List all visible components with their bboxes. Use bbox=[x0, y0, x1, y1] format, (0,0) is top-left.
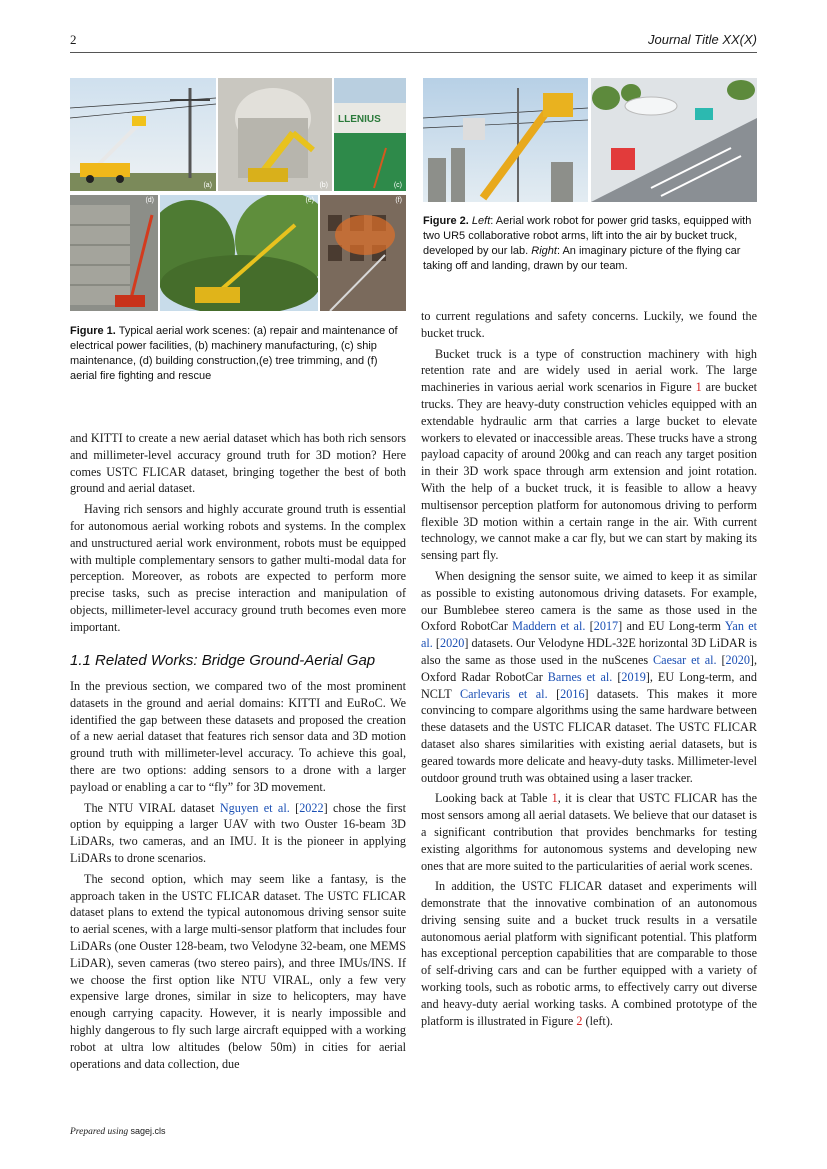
machinery-manufacturing-image bbox=[218, 78, 332, 191]
footer-file: sagej.cls bbox=[130, 1126, 166, 1136]
citation-year-link[interactable]: 2022 bbox=[299, 800, 324, 815]
figure1-caption-label: Figure 1. bbox=[70, 325, 116, 337]
page-number: 2 bbox=[70, 32, 77, 47]
figure2-caption-label: Figure 2. bbox=[423, 215, 469, 227]
left-column-top bbox=[70, 430, 406, 636]
citation-link[interactable]: Yan et al. bbox=[421, 619, 758, 651]
figure1-panel-f bbox=[320, 195, 406, 311]
left-column-bottom bbox=[70, 678, 406, 1072]
power-line-repair-image bbox=[70, 78, 216, 191]
citation-year-link[interactable]: 2017 bbox=[593, 619, 619, 634]
table-ref-link[interactable]: 1 bbox=[551, 791, 558, 806]
figure1-panel-a bbox=[70, 78, 216, 191]
figure2-right bbox=[591, 78, 757, 202]
paragraph: The NTU VIRAL dataset Nguyen et al. [2022] chose the first option by equipping a larger UAV with two Ouster 16-beam 3D LiDARs, two cameras, and an IMU. It is the pioneer in applying LiDARs to drone scenarios. bbox=[70, 800, 406, 865]
paragraph: In addition, the USTC FLICAR dataset and experiments will demonstrate that the innovative combination of an autonomous driving sensing suite and a bucket truck results in a versatile autonomous aerial platform with significant potential. This platform has exceptional perception capabilities that are comparable to those of self-driving cars and can be further equipped with a variety of working tools, such as robotic arms, to effectively carry out diverse and heavy-duty aerial working tasks. A combined prototype of the platform is illustrated in Figure 2 (left). bbox=[421, 879, 757, 1028]
panel-label-c: (c) bbox=[393, 182, 402, 189]
paragraph: In the previous section, we compared two of the most prominent datasets in the ground and aerial domains: KITTI and EuRoC. We identified the gap between these datasets and proposed the creation of a new aerial dataset that features rich sensor data and 3D motion ground truth with millimeter-level accuracy. To achieve this goal, there are two options: adding sensors to a drone with a larger payload or enabling a car to “fly” for 3D movement. bbox=[70, 679, 406, 794]
paragraph: The second option, which may seem like a fantasy, is the approach taken in the USTC FLICAR dataset. The USTC FLICAR dataset plans to extend the typical autonomous driving sensor suite to aerial scenes, with a large multi-sensor platform that includes four LiDARs (one Ouster 128-beam, two Velodyne 32-beam, one MEMS LiDAR), seven cameras (two stereo pairs), and three IMUs/INS. If we choose the first option like NTU VIRAL, only a few very expensive large drones, similar in size to helicopters, may have enough carrying capacity. However, it is nearly impossible and highly dangerous to fly such large aircraft equipped with a working robot at ultra low altitudes (below 50m) in cities for aerial operations and data collection, due bbox=[70, 871, 406, 1071]
running-header bbox=[70, 32, 757, 53]
figure-ref-link[interactable]: 2 bbox=[576, 1013, 583, 1028]
figure2-left-text: : Aerial work robot for power grid tasks, equipped with two UR5 collaborative robot arms, lift into the air by bucket truck, developed by our lab. bbox=[423, 215, 752, 257]
figure1-panel-e bbox=[160, 195, 318, 311]
footer bbox=[70, 1126, 166, 1137]
figure1-panel-b bbox=[218, 78, 332, 191]
panel-label-b: (b) bbox=[319, 182, 328, 189]
citation-year-link[interactable]: 2020 bbox=[725, 652, 750, 667]
citation-link[interactable]: Maddern et al. bbox=[512, 619, 586, 634]
paragraph: Bucket truck is a type of construction machinery with high retention rate and are widely used in aerial work. The large machineries in various aerial work scenarios in Figure 1 are bucket trucks. They are heavy-duty construction vehicles equipped with an extendable hydraulic arm that carries a large bucket to elevate workers to elevated or inaccessible areas. These trucks have a strong payload capacity of around 200kg and can reach any target position in their 3D work space through arm extension and joint rotation. With the help of a bucket truck, it is feasible to allow a heavy multisensor perception platform for autonomous driving to perform flexible 3D motion within a certain range in the air. With current technology, we cannot make a car fly, but we can start by making its sensing part fly. bbox=[421, 346, 757, 563]
citation-link[interactable]: Caesar et al. bbox=[653, 652, 717, 667]
panel-label-a: (a) bbox=[203, 182, 212, 189]
citation-year-link[interactable]: 2016 bbox=[560, 686, 585, 701]
panel-label-f: (f) bbox=[395, 197, 402, 204]
section-title: 1.1 Related Works: Bridge Ground-Aerial Gap bbox=[70, 652, 376, 669]
paragraph: When designing the sensor suite, we aimed to keep it as similar as possible to existing autonomous driving datasets. For example, our Bumblebee stereo camera is the same as those used in the Oxford RobotCar Maddern et al. [2017] and EU Long-term Yan et al. [2020] datasets. Our Velodyne HDL-32E horizontal 3D LiDAR is also the same as those used in the nuScenes Caesar et al. [2020], Oxford Radar RobotCar Barnes et al. [2019], EU Long-term, and NCLT Carlevaris et al. [2016] datasets. This makes it more convincing to compare algorithms using the same hardware between these datasets and the USTC FLICAR dataset. The USTC FLICAR dataset also shares similarities with existing aerial datasets, but is geared towards more delicate and heavy-duty tasks. Millimeter-level outdoor ground truth was obtained using a laser tracker. bbox=[421, 568, 758, 785]
bucket-truck-robot-image bbox=[423, 78, 588, 202]
figure2-left bbox=[423, 78, 588, 202]
building-construction-image bbox=[70, 195, 158, 311]
ship-maintenance-image bbox=[334, 78, 406, 191]
flying-car-image bbox=[591, 78, 757, 202]
citation-link[interactable]: Nguyen et al. bbox=[219, 800, 290, 815]
paragraph: and KITTI to create a new aerial dataset which has both rich sensors and millimeter-level accuracy ground truth for 3D motion? Here comes USTC FLICAR dataset, bringing together the best of both ground and aerial dataset. bbox=[70, 431, 406, 496]
figure1-panel-c bbox=[334, 78, 406, 191]
figure2-left-label: Left bbox=[471, 215, 491, 227]
svg-text:LLENIUS: LLENIUS bbox=[338, 114, 381, 125]
figure1-caption bbox=[70, 324, 406, 384]
figure2-caption bbox=[423, 214, 757, 274]
figure-ref-link[interactable]: 1 bbox=[695, 380, 702, 395]
journal-title: Journal Title XX(X) bbox=[648, 32, 757, 47]
panel-label-e: (e) bbox=[305, 197, 314, 204]
paragraph: Having rich sensors and highly accurate ground truth is essential for autonomous aerial working robots and systems. In the complex and unstructured aerial work environment, robots must be equipped with multiple complementary sensors to gather multi-modal data for perception. Moreover, as robots are expected to perform more precise tasks, such as precise interaction and manipulation of objects, millimeter-level accuracy ground truth becomes even more important. bbox=[70, 502, 406, 634]
figure2-right-label: Right bbox=[531, 245, 557, 257]
tree-trimming-image bbox=[160, 195, 318, 311]
citation-year-link[interactable]: 2019 bbox=[621, 669, 646, 684]
figure1-caption-text: Typical aerial work scenes: (a) repair and maintenance of electrical power facilities, (b) machinery manufacturing, (c) ship maintenance, (d) building construction,(e) tree trimming, and (f) aerial fire fighting and rescue bbox=[70, 325, 398, 382]
fire-fighting-image bbox=[320, 195, 406, 311]
figure1-panel-d bbox=[70, 195, 158, 311]
footer-prefix: Prepared using bbox=[70, 1127, 131, 1137]
paragraph: to current regulations and safety concerns. Luckily, we found the bucket truck. bbox=[421, 309, 757, 340]
citation-link[interactable]: Carlevaris et al. bbox=[459, 686, 548, 701]
right-column bbox=[421, 308, 757, 1029]
citation-link[interactable]: Barnes et al. bbox=[547, 669, 613, 684]
citation-year-link[interactable]: 2020 bbox=[439, 636, 465, 651]
figure2-right-text: : An imaginary picture of the flying car taking off and landing, drawn by our team. bbox=[423, 245, 741, 272]
paragraph: Looking back at Table 1, it is clear that USTC FLICAR has the most sensors among all aerial datasets. We believe that our dataset is a significant contribution that provides benchmarks for testing existing algorithms for autonomous systems and developing new ones that are more suited to the particularities of aerial work scenes. bbox=[421, 791, 757, 873]
panel-label-d: (d) bbox=[145, 197, 154, 204]
